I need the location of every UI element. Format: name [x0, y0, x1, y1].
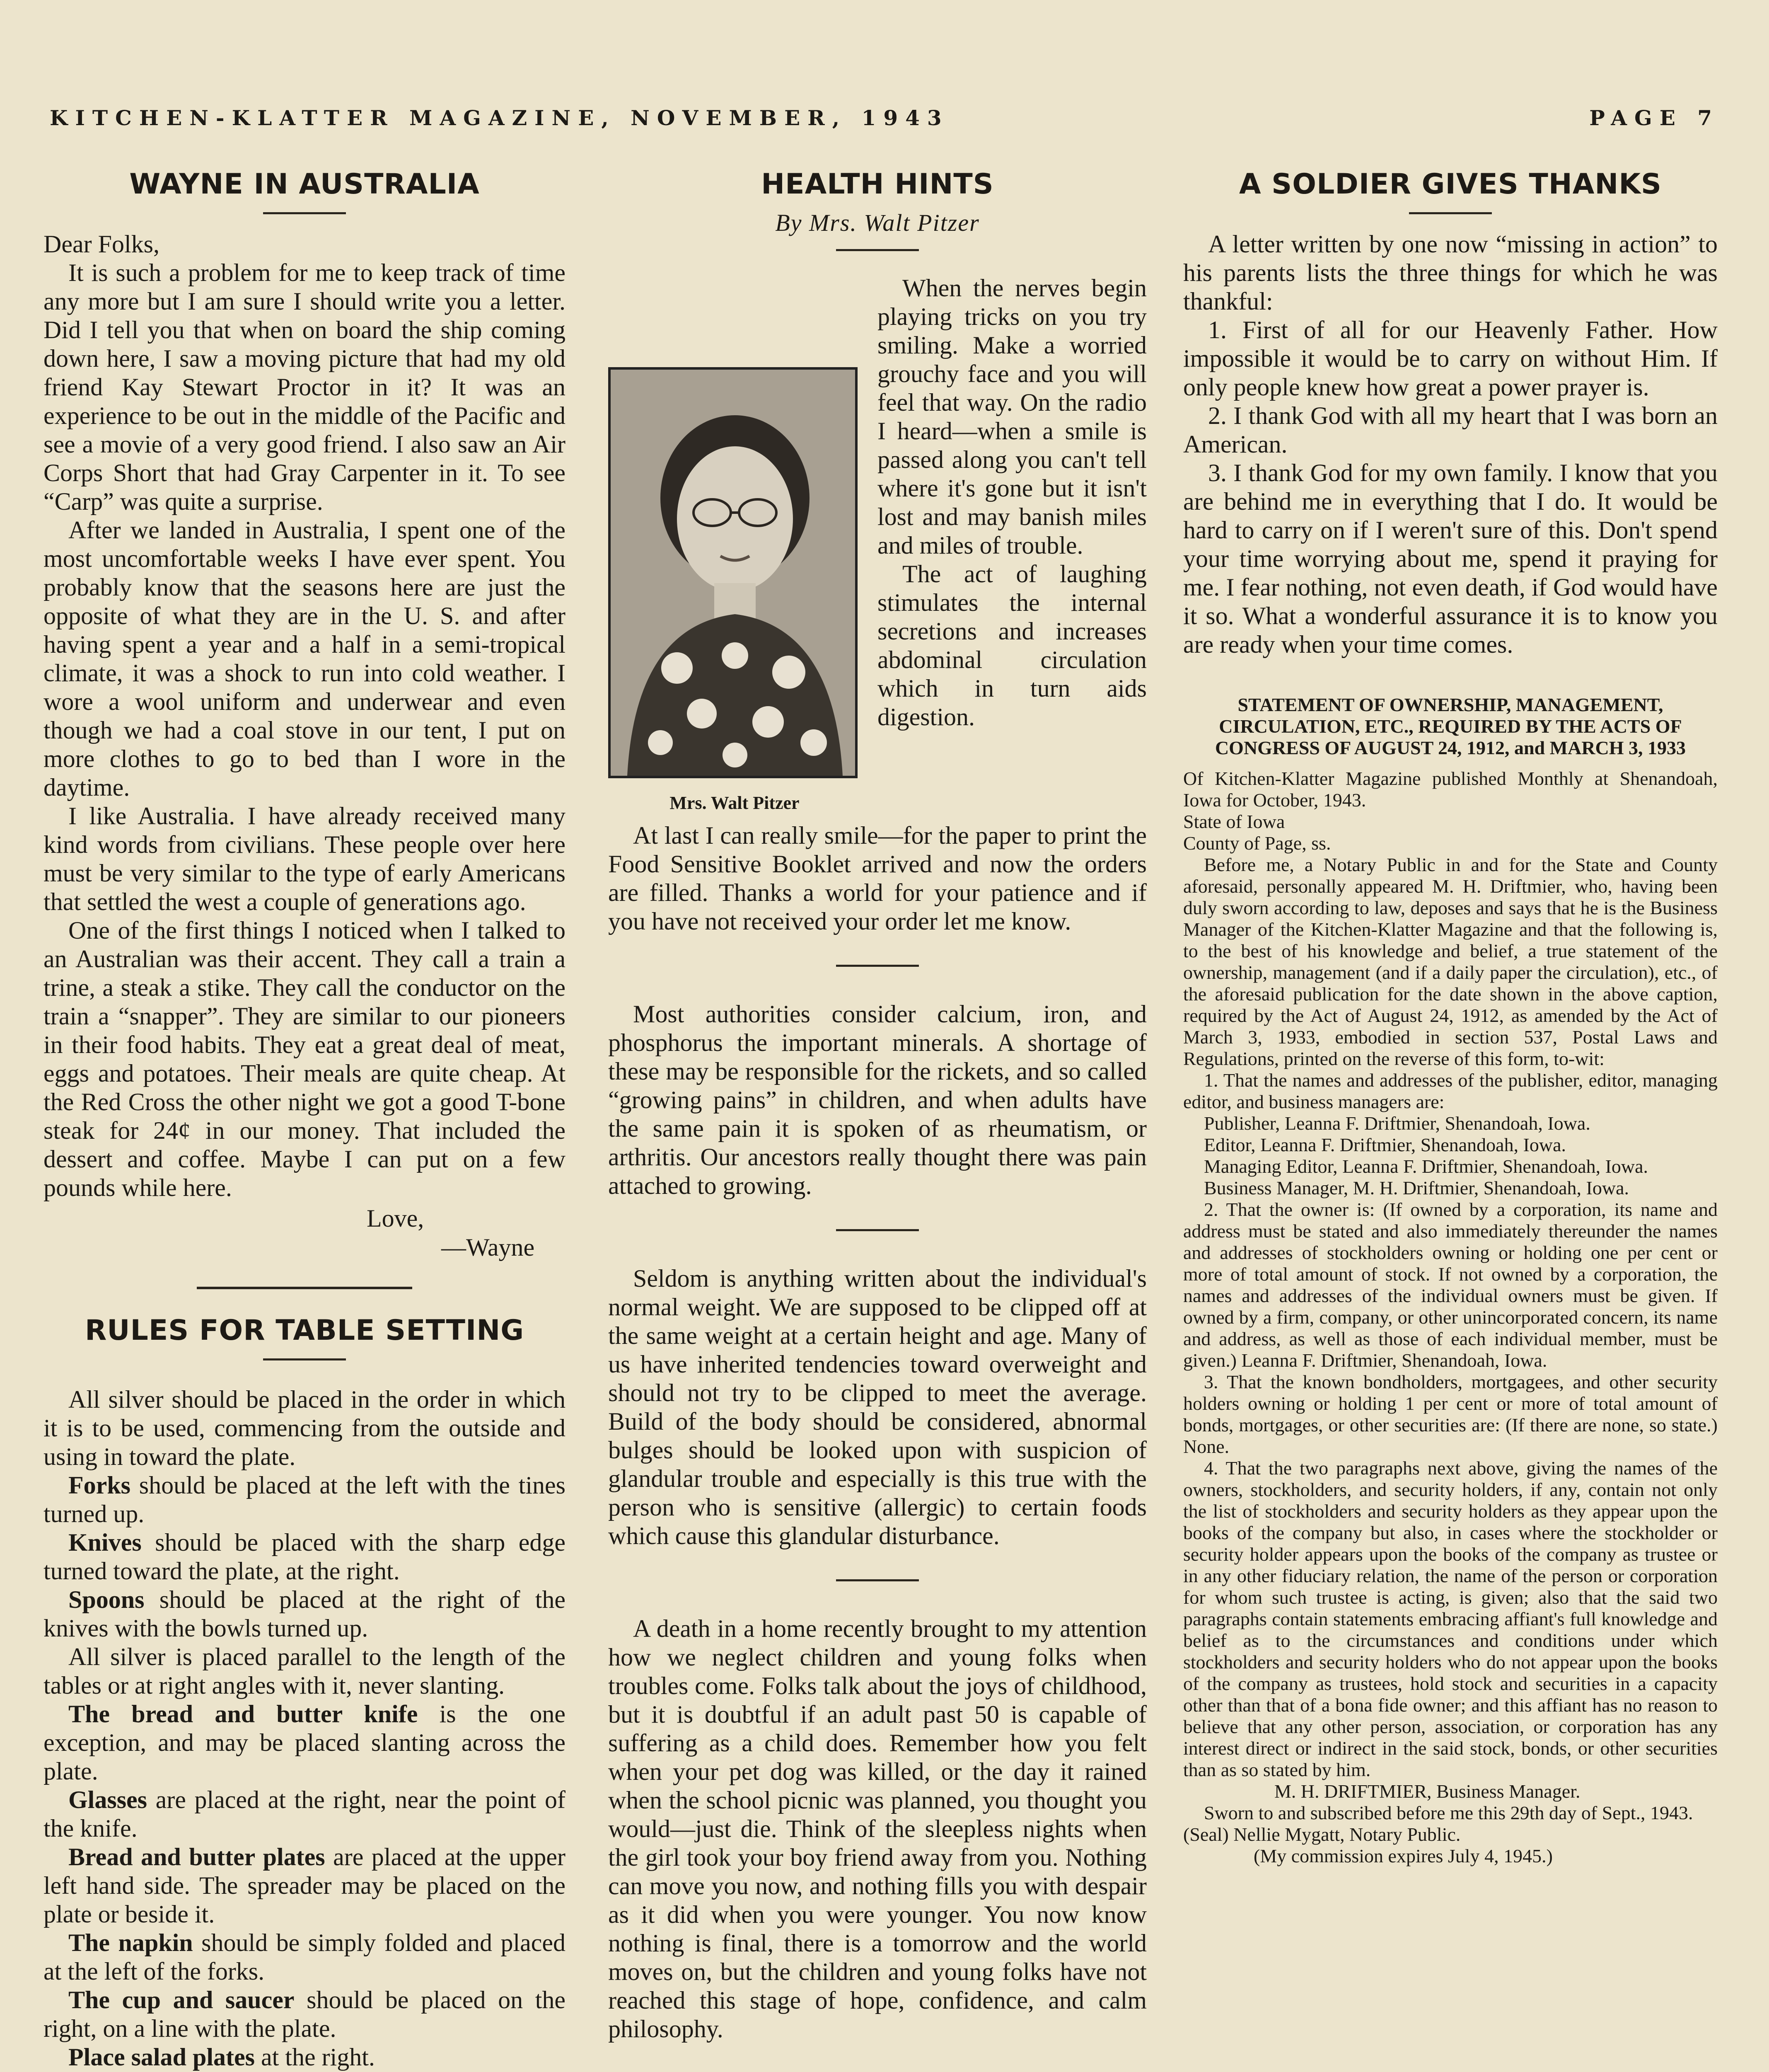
wayne-letter [44, 230, 566, 1202]
statement-paragraph: Sworn to and subscribed before me this 29th day of Sept., 1943. [1204, 1802, 1693, 1823]
page-number: PAGE 7 [1589, 106, 1719, 130]
ownership-statement [1183, 768, 1718, 1867]
title-rule [836, 249, 919, 251]
list-item: 1. First of all for our Heavenly Father. How impossible it would be to carry on without Him. If only people knew how great a power prayer is. [1183, 316, 1718, 401]
statement-line: State of Iowa [1183, 811, 1285, 832]
author-photo [608, 367, 861, 817]
statement-paragraph: Before me, a Notary Public in and for the State and County aforesaid, personally appeared M. H. Driftmier, who, having been duly sworn according to law, deposes and says that he is the Business Manager of the Kitchen-Klatter Magazine and that the following is, to the best of his knowledge and belief, a true statement of the ownership, management (and if a daily paper the circulation), etc., of the aforesaid publication for the date shown in the above caption, required by the Act of August 24, 1912, as amended by the Act of March 3, 1933, embodied in section 537, Postal Laws and Regulations, printed on the reverse of this form, to-wit: [1183, 854, 1718, 1069]
statement-paragraph: 1. That the names and addresses of the publisher, editor, managing editor, and business managers are: [1183, 1070, 1718, 1112]
rule-item: Glasses are placed at the right, near the point of the knife. [44, 1786, 566, 1842]
table-setting-title: RULES FOR TABLE SETTING [85, 1314, 524, 1347]
soldier-title: A SOLDIER GIVES THANKS [1239, 168, 1662, 201]
statement-paragraph: 4. That the two paragraphs next above, giving the names of the owners, stockholders, and security holders, if any, contain not only the list of stockholders and security holders as they appear upon the books of the company but also, in cases where the stockholder or security holder appears upon the books of the company as trustee or in any other fiduciary relation, the name of the person or corporation for whom such trustee is acting, is given; also that the said two paragraphs contain statements embracing affiant's full knowledge and belief as to the circumstances and conditions under which stockholders and security holders who do not appear upon the books of the company as trustees, hold stock and securities in a capacity other than that of a bona fide owner; and this affiant has no reason to believe that any other person, association, or corporation has any interest direct or indirect in the said stock, bonds, or other securities than as so stated by him. [1183, 1457, 1718, 1780]
column-middle [608, 168, 1147, 2043]
statement-line: County of Page, ss. [1183, 833, 1331, 854]
health-hints-body [608, 274, 1147, 2043]
statement-signature: M. H. DRIFTMIER, Business Manager. [1274, 1781, 1580, 1802]
signature: —Wayne [441, 1234, 535, 1261]
paragraph: Seldom is anything written about the individual's normal weight. We are supposed to be clipped off at the same weight at a certain height and age. Many of us have inherited tendencies toward overweight and should not try to be clipped to meet the average. Build of the body should be considered, abnormal bulges should be looked upon with suspicion of glandular trouble and especially is this true with the person who is sensitive (allergic) to certain foods which cause this glandular disturbance. [608, 1265, 1147, 1549]
statement-paragraph: Publisher, Leanna F. Driftmier, Shenandoah, Iowa. [1204, 1113, 1590, 1134]
rule-item: Forks should be placed at the left with the tines turned up. [44, 1472, 566, 1527]
table-setting-rules [44, 1385, 566, 2072]
running-title: KITCHEN-KLATTER MAGAZINE, NOVEMBER, 1943 [50, 106, 949, 130]
rule-item: Bread and butter plates are placed at the upper left hand side. The spreader may be placed on the plate or beside it. [44, 1843, 566, 1928]
paragraph: After we landed in Australia, I spent one of the most uncomfortable weeks I have ever spent. You probably know that the seasons here are just the opposite of what they are in the U. S. and after having spent a year and a half in a semi-tropical climate, it was a shock to run into cold weather. I wore a wool uniform and underwear and even though we had a coal stove in our tent, I put on more clothes to go to bed than I wore in the daytime. [44, 516, 566, 801]
closing: Love, [367, 1205, 424, 1232]
statement-line: Of Kitchen-Klatter Magazine published Monthly at Shenandoah, Iowa for October, 1943. [1183, 768, 1718, 811]
statement-paragraph: 2. That the owner is: (If owned by a corporation, its name and address must be stated and also immediately thereunder the names and addresses of stockholders owning or holding one per cent or more of total amount of stock. If not owned by a corporation, the names and addresses of the individual owners must be given. If owned by a firm, company, or other unincorporated concern, its name and address, as well as those of each individual member, must be given.) Leanna F. Driftmier, Shenandoah, Iowa. [1183, 1199, 1718, 1371]
rule-item: The napkin should be simply folded and placed at the left of the forks. [44, 1929, 566, 1985]
column-right [1183, 168, 1718, 1867]
paragraph: A death in a home recently brought to my attention how we neglect children and young folks when troubles come. Folks talk about the joys of childhood, but it is doubtful if an adult past 50 is capable of suffering as a child does. Remember how you felt when your pet dog was killed, or the day it rained when the school picnic was planned, you thought you would—just die. Think of the sleepless nights when the girl took your boy friend away from you. Nothing can move you now, and nothing fills you with despair as it did when you were younger. You now know nothing is final, there is a tomorrow and the world moves on, but the children and young folks have not reached this stage of hope, confidence, and calm philosophy. [608, 1615, 1147, 2043]
statement-paragraph: Managing Editor, Leanna F. Driftmier, Shenandoah, Iowa. [1204, 1156, 1648, 1177]
statement-commission: (My commission expires July 4, 1945.) [1254, 1845, 1553, 1866]
section-rule [197, 1287, 412, 1289]
title-rule [263, 1358, 346, 1360]
title-rule [1409, 212, 1492, 214]
section-rule [836, 1579, 919, 1581]
paragraph: Most authorities consider calcium, iron, and phosphorus the important minerals. A shortage of these may be responsible for the rickets, and so called “growing pains” in children, and when adults have the same pain it is spoken of as rheumatism, or arthritis. Our ancestors really thought there was pain attached to growing. [608, 1000, 1147, 1199]
paragraph: The act of laughing stimulates the internal secretions and increases abdominal circulation which in turn aids digestion. [877, 560, 1147, 731]
statement-seal: (Seal) Nellie Mygatt, Notary Public. [1183, 1824, 1461, 1845]
list-item: 2. I thank God with all my heart that I was born an American. [1183, 402, 1718, 458]
column-left [44, 168, 566, 2072]
rule-item: Knives should be placed with the sharp edge turned toward the plate, at the right. [44, 1529, 566, 1585]
rule-item: Spoons should be placed at the right of the knives with the bowls turned up. [44, 1586, 566, 1642]
statement-paragraph: Editor, Leanna F. Driftmier, Shenandoah, Iowa. [1204, 1134, 1566, 1155]
list-item: 3. I thank God for my own family. I know that you are behind me in everything that I do. It would be hard to carry on if I weren't sure of this. Don't spend your time worrying about me, spend it praying for me. I fear nothing, not even death, if God would have it so. What a wonderful assurance it is to know you are ready when your time comes. [1183, 459, 1718, 658]
statement-heading: STATEMENT OF OWNERSHIP, MANAGEMENT, CIRCULATION, ETC., REQUIRED BY THE ACTS OF CONGRESS OF AUGUST 24, 1912, and MARCH 3, 1933 [1215, 694, 1686, 758]
section-rule [836, 1229, 919, 1231]
byline: By Mrs. Walt Pitzer [775, 209, 980, 236]
paragraph: All silver should be placed in the order in which it is to be used, commencing from the outside and using in toward the plate. [44, 1386, 566, 1470]
paragraph: At last I can really smile—for the paper to print the Food Sensitive Booklet arrived and now the orders are filled. Thanks a world for your patience and if you have not received your order let me know. [608, 822, 1147, 935]
section-rule [836, 965, 919, 967]
health-title: HEALTH HINTS [761, 168, 994, 201]
portrait-image [608, 367, 858, 778]
paragraph: It is such a problem for me to keep track of time any more but I am sure I should write you a letter. Did I tell you that when on board the ship coming down here, I saw a moving picture that had my old friend Kay Stewart Proctor in it? It was an experience to be out in the middle of the Pacific and see a movie of a very good friend. I also saw an Air Corps Short that had Gray Carpenter in it. To see “Carp” was quite a surprise. [44, 259, 566, 515]
photo-caption: Mrs. Walt Pitzer [669, 793, 800, 813]
salutation: Dear Folks, [44, 230, 160, 258]
wayne-title: WAYNE IN AUSTRALIA [129, 168, 480, 201]
title-rule [263, 212, 346, 214]
rule-item: The cup and saucer should be placed on the right, on a line with the plate. [44, 1986, 566, 2042]
statement-paragraph: 3. That the known bondholders, mortgagees, and other security holders owning or holding 1 per cent or more of total amount of bonds, mortgages, or other securities are: (If there are none, so state.) None. [1183, 1371, 1718, 1457]
paragraph: I like Australia. I have already received many kind words from civilians. These people over here must be very similar to the type of early Americans that settled the west a couple of generations ago. [44, 802, 566, 915]
paragraph: One of the first things I noticed when I talked to an Australian was their accent. They call a train a trine, a steak a stike. They call the conductor on the train a “snapper”. They are similar to our pioneers in their food habits. They eat a great deal of meat, eggs and potatoes. Their meals are quite cheap. At the Red Cross the other night we got a good T-bone steak for 24¢ in our money. That included the dessert and coffee. Maybe I can put on a few pounds while here. [44, 917, 566, 1201]
paragraph: When the nerves begin playing tricks on you try smiling. Make a worried grouchy face and you will feel that way. On the radio I heard—when a smile is passed along you can't tell where it's gone but it isn't lost and may banish miles and miles of trouble. [877, 274, 1147, 559]
paragraph: A letter written by one now “missing in action” to his parents lists the three things for which he was thankful: [1183, 230, 1718, 315]
rule-item: The bread and butter knife is the one exception, and may be placed slanting across the plate. [44, 1700, 566, 1785]
rule-item: Place salad plates at the right. [68, 2043, 375, 2071]
soldier-letter [1183, 230, 1718, 659]
rule-item: All silver is placed parallel to the length of the tables or at right angles with it, never slanting. [44, 1643, 566, 1699]
portrait-illustration [611, 370, 855, 776]
statement-paragraph: Business Manager, M. H. Driftmier, Shenandoah, Iowa. [1204, 1177, 1629, 1198]
